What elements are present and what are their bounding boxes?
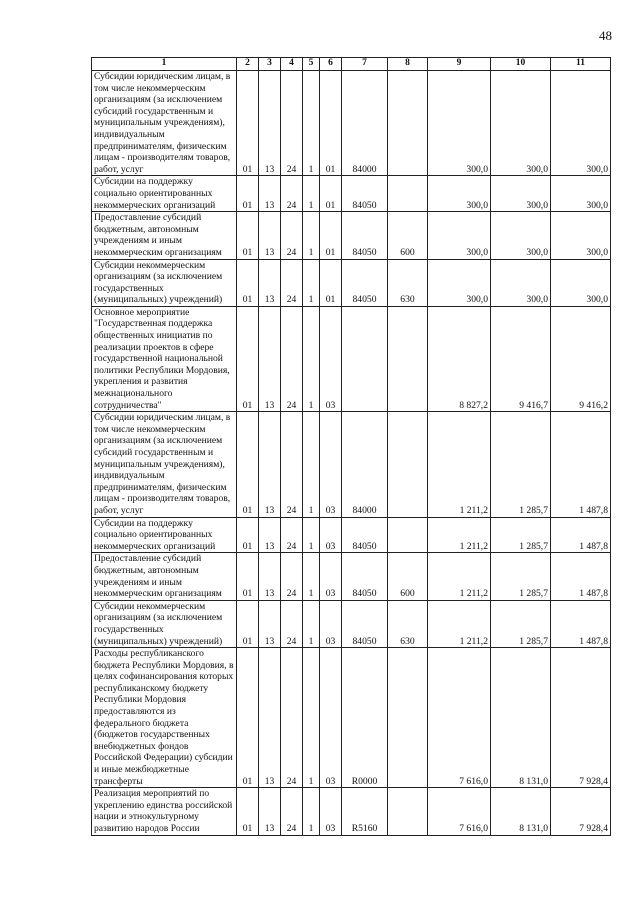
cell-c10: 1 285,7 — [491, 600, 551, 647]
cell-c5: 1 — [303, 648, 320, 788]
col-header-4: 4 — [281, 58, 303, 71]
table-row — [92, 176, 611, 212]
cell-c4: 24 — [281, 212, 303, 259]
cell-c4: 24 — [281, 600, 303, 647]
cell-c11: 9 416,2 — [551, 306, 611, 411]
cell-c3: 13 — [259, 412, 281, 517]
row-description: Субсидии некоммерческим организациям (за исключением государственных (муниципальных) учреждений) — [92, 259, 237, 306]
cell-c8 — [388, 306, 428, 411]
cell-c8 — [388, 71, 428, 176]
col-header-9: 9 — [428, 58, 491, 71]
table-row — [92, 517, 611, 553]
cell-c8: 630 — [388, 259, 428, 306]
table-row — [92, 648, 611, 788]
cell-c2: 01 — [237, 648, 259, 788]
table-row — [92, 600, 611, 647]
row-description: Субсидии некоммерческим организациям (за исключением государственных (муниципальных) учреждений) — [92, 600, 237, 647]
cell-c7: 84000 — [342, 412, 388, 517]
cell-c2: 01 — [237, 212, 259, 259]
col-header-3: 3 — [259, 58, 281, 71]
cell-c8 — [388, 788, 428, 835]
cell-c5: 1 — [303, 600, 320, 647]
col-header-2: 2 — [237, 58, 259, 71]
cell-c4: 24 — [281, 259, 303, 306]
cell-c10: 1 285,7 — [491, 553, 551, 600]
cell-c10: 8 131,0 — [491, 648, 551, 788]
cell-c9: 1 211,2 — [428, 412, 491, 517]
cell-c2: 01 — [237, 71, 259, 176]
col-header-7: 7 — [342, 58, 388, 71]
header-row — [92, 58, 611, 71]
cell-c6: 03 — [320, 412, 342, 517]
col-header-8: 8 — [388, 58, 428, 71]
cell-c3: 13 — [259, 517, 281, 553]
col-header-5: 5 — [303, 58, 320, 71]
cell-c8 — [388, 517, 428, 553]
col-header-6: 6 — [320, 58, 342, 71]
cell-c2: 01 — [237, 788, 259, 835]
cell-c10: 1 285,7 — [491, 517, 551, 553]
col-header-1: 1 — [92, 58, 237, 71]
cell-c7: R0000 — [342, 648, 388, 788]
cell-c5: 1 — [303, 212, 320, 259]
cell-c6: 03 — [320, 306, 342, 411]
cell-c7: 84050 — [342, 212, 388, 259]
cell-c10: 9 416,7 — [491, 306, 551, 411]
cell-c3: 13 — [259, 259, 281, 306]
cell-c9: 1 211,2 — [428, 517, 491, 553]
cell-c5: 1 — [303, 306, 320, 411]
cell-c2: 01 — [237, 306, 259, 411]
cell-c4: 24 — [281, 788, 303, 835]
table-row — [92, 788, 611, 835]
table-row — [92, 259, 611, 306]
table-row — [92, 71, 611, 176]
cell-c10: 300,0 — [491, 71, 551, 176]
cell-c6: 03 — [320, 648, 342, 788]
cell-c9: 300,0 — [428, 176, 491, 212]
cell-c9: 1 211,2 — [428, 600, 491, 647]
cell-c10: 300,0 — [491, 176, 551, 212]
cell-c8: 630 — [388, 600, 428, 647]
cell-c3: 13 — [259, 176, 281, 212]
table-row — [92, 412, 611, 517]
col-header-11: 11 — [551, 58, 611, 71]
cell-c11: 7 928,4 — [551, 648, 611, 788]
cell-c11: 300,0 — [551, 259, 611, 306]
table-row — [92, 553, 611, 600]
cell-c9: 8 827,2 — [428, 306, 491, 411]
cell-c5: 1 — [303, 176, 320, 212]
cell-c6: 01 — [320, 212, 342, 259]
cell-c3: 13 — [259, 212, 281, 259]
cell-c6: 01 — [320, 176, 342, 212]
cell-c6: 03 — [320, 553, 342, 600]
row-description: Субсидии на поддержку социально ориентированных некоммерческих организаций — [92, 176, 237, 212]
cell-c9: 7 616,0 — [428, 788, 491, 835]
cell-c11: 1 487,8 — [551, 412, 611, 517]
cell-c3: 13 — [259, 553, 281, 600]
cell-c5: 1 — [303, 553, 320, 600]
budget-table — [91, 57, 611, 836]
row-description: Предоставление субсидий бюджетным, автономным учреждениям и иным некоммерческим организациям — [92, 212, 237, 259]
cell-c9: 1 211,2 — [428, 553, 491, 600]
cell-c4: 24 — [281, 306, 303, 411]
row-description: Расходы республиканского бюджета Республики Мордовия, в целях софинансирования которых республиканскому бюджету Республики Мордовия предоставляются из федерального бюджета (бюджетов государственных внебюджетных фондов Российской Федерации) субсидии и иные межбюджетные трансферты — [92, 648, 237, 788]
cell-c2: 01 — [237, 176, 259, 212]
cell-c6: 01 — [320, 259, 342, 306]
cell-c10: 1 285,7 — [491, 412, 551, 517]
cell-c11: 1 487,8 — [551, 600, 611, 647]
cell-c7: 84000 — [342, 71, 388, 176]
cell-c11: 1 487,8 — [551, 517, 611, 553]
table-row — [92, 212, 611, 259]
cell-c3: 13 — [259, 306, 281, 411]
cell-c2: 01 — [237, 412, 259, 517]
cell-c2: 01 — [237, 553, 259, 600]
cell-c7: 84050 — [342, 517, 388, 553]
cell-c10: 8 131,0 — [491, 788, 551, 835]
cell-c7: 84050 — [342, 553, 388, 600]
cell-c4: 24 — [281, 648, 303, 788]
cell-c11: 300,0 — [551, 176, 611, 212]
row-description: Субсидии юридическим лицам, в том числе некоммерческим организациям (за исключением субсидий государственным и муниципальным учреждениям), индивидуальным предпринимателям, физическим лицам - производителям товаров, работ, услуг — [92, 71, 237, 176]
cell-c8 — [388, 648, 428, 788]
cell-c9: 300,0 — [428, 71, 491, 176]
col-header-10: 10 — [491, 58, 551, 71]
cell-c11: 1 487,8 — [551, 553, 611, 600]
cell-c3: 13 — [259, 648, 281, 788]
page-number: 48 — [599, 28, 612, 43]
cell-c5: 1 — [303, 788, 320, 835]
cell-c3: 13 — [259, 788, 281, 835]
cell-c6: 03 — [320, 517, 342, 553]
cell-c5: 1 — [303, 71, 320, 176]
cell-c9: 300,0 — [428, 212, 491, 259]
cell-c4: 24 — [281, 71, 303, 176]
cell-c2: 01 — [237, 517, 259, 553]
cell-c5: 1 — [303, 412, 320, 517]
cell-c2: 01 — [237, 600, 259, 647]
cell-c7: 84050 — [342, 259, 388, 306]
row-description: Предоставление субсидий бюджетным, автономным учреждениям и иным некоммерческим организациям — [92, 553, 237, 600]
cell-c6: 03 — [320, 600, 342, 647]
row-description: Основное мероприятие "Государственная поддержка общественных инициатив по реализации проектов в сфере государственной национальной политики Республики Мордовия, укрепления и развития межнационального сотрудничества" — [92, 306, 237, 411]
cell-c4: 24 — [281, 517, 303, 553]
cell-c4: 24 — [281, 412, 303, 517]
cell-c5: 1 — [303, 517, 320, 553]
cell-c8: 600 — [388, 212, 428, 259]
table-row — [92, 306, 611, 411]
cell-c7: 84050 — [342, 600, 388, 647]
cell-c4: 24 — [281, 176, 303, 212]
cell-c10: 300,0 — [491, 259, 551, 306]
cell-c11: 300,0 — [551, 212, 611, 259]
cell-c7 — [342, 306, 388, 411]
cell-c8 — [388, 412, 428, 517]
cell-c9: 7 616,0 — [428, 648, 491, 788]
cell-c9: 300,0 — [428, 259, 491, 306]
cell-c3: 13 — [259, 600, 281, 647]
row-description: Реализация мероприятий по укреплению единства российской нации и этнокультурному развитию народов России — [92, 788, 237, 835]
cell-c10: 300,0 — [491, 212, 551, 259]
cell-c6: 01 — [320, 71, 342, 176]
cell-c8 — [388, 176, 428, 212]
cell-c3: 13 — [259, 71, 281, 176]
cell-c6: 03 — [320, 788, 342, 835]
cell-c7: R5160 — [342, 788, 388, 835]
cell-c7: 84050 — [342, 176, 388, 212]
cell-c11: 7 928,4 — [551, 788, 611, 835]
cell-c2: 01 — [237, 259, 259, 306]
cell-c11: 300,0 — [551, 71, 611, 176]
cell-c8: 600 — [388, 553, 428, 600]
row-description: Субсидии юридическим лицам, в том числе некоммерческим организациям (за исключением субсидий государственным и муниципальным учреждениям), индивидуальным предпринимателям, физическим лицам - производителям товаров, работ, услуг — [92, 412, 237, 517]
row-description: Субсидии на поддержку социально ориентированных некоммерческих организаций — [92, 517, 237, 553]
cell-c4: 24 — [281, 553, 303, 600]
cell-c5: 1 — [303, 259, 320, 306]
